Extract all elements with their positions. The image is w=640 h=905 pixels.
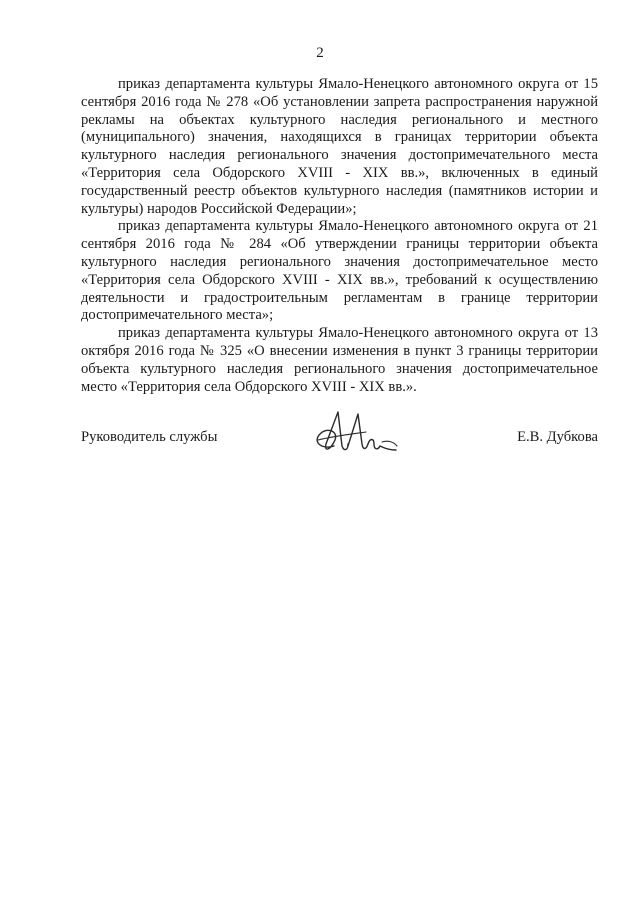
document-body — [81, 76, 598, 396]
page-number: 2 — [316, 45, 324, 61]
signer-name: Е.В. Дубкова — [517, 429, 598, 445]
signer-title: Руководитель службы — [81, 429, 218, 445]
handwritten-signature — [304, 406, 399, 462]
order-paragraph-284: приказ департамента культуры Ямало-Ненецкого автономного округа от 21 сентября 2016 года № 284 «Об утверждении границы территории объекта культурного наследия регионального значения достопримечательное место «Территория села Обдорского XVIII - XIX вв.», требований к осуществлению деятельности и градостроительным регламентам в границе территории достопримечательного места»; — [81, 218, 598, 324]
order-paragraph-325: приказ департамента культуры Ямало-Ненецкого автономного округа от 13 октября 2016 года № 325 «О внесении изменения в пункт 3 границы территории объекта культурного наследия регионального значения достопримечательное место «Территория села Обдорского XVIII - XIX вв.». — [81, 325, 598, 395]
order-paragraph-278: приказ департамента культуры Ямало-Ненецкого автономного округа от 15 сентября 2016 года № 278 «Об установлении запрета распространения наружной рекламы на объектах культурного наследия регионального и местного (муниципального) значения, находящихся в границах территории объекта культурного наследия регионального значения достопримечательного места «Территория села Обдорского XVIII - XIX вв.», включенных в единый государственный реестр объектов культурного наследия (памятников истории и культуры) народов Российской Федерации»; — [81, 76, 598, 217]
signature-block — [81, 406, 598, 466]
